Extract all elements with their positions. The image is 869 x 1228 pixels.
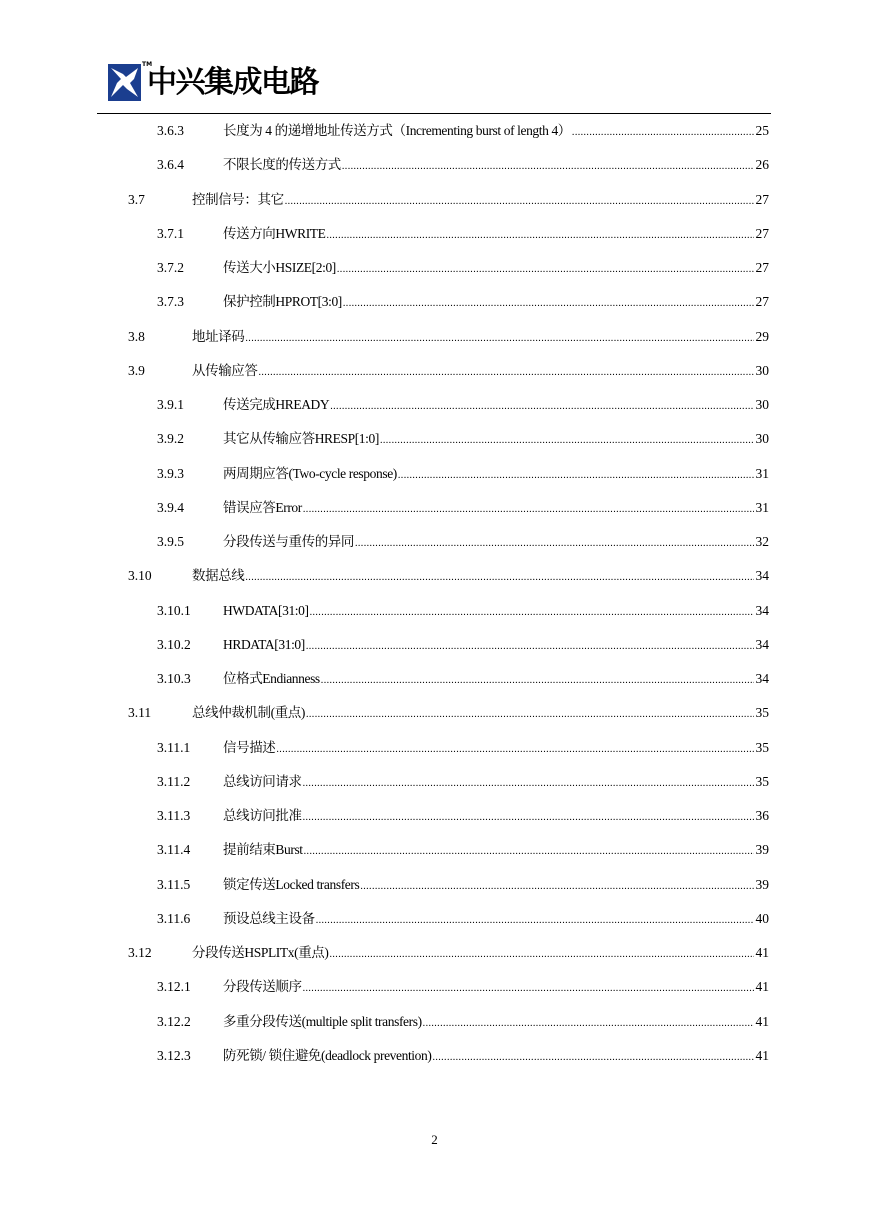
toc-entry-title: 传送大小HSIZE[2:0] <box>223 260 336 275</box>
toc-entry-number: 3.9.2 <box>157 431 184 447</box>
toc-entry-page: 31 <box>755 465 769 481</box>
toc-dot-leader <box>245 329 753 349</box>
toc-entry-page: 27 <box>755 260 769 275</box>
toc-entry[interactable] <box>128 566 769 586</box>
toc-entry-title: 地址译码 <box>192 328 245 344</box>
toc-entry[interactable] <box>157 806 769 826</box>
toc-entry-page: 27 <box>755 225 769 241</box>
toc-entry-number: 3.10.1 <box>157 602 191 618</box>
toc-entry-number: 3.11.2 <box>157 773 191 789</box>
toc-entry[interactable] <box>157 1012 769 1032</box>
toc-entry-page: 32 <box>755 534 769 549</box>
toc-entry[interactable] <box>157 532 769 552</box>
toc-entry-title: 预设总线主设备 <box>223 910 315 926</box>
toc-dot-leader <box>360 877 753 897</box>
company-name: 中兴集成电路 <box>147 65 318 100</box>
toc-entry-page: 34 <box>755 671 769 686</box>
toc-entry-page: 41 <box>755 1047 769 1063</box>
toc-entry-page: 39 <box>755 876 769 892</box>
toc-entry[interactable] <box>157 772 769 792</box>
toc-entry-page: 30 <box>755 362 769 378</box>
toc-entry-title: 长度为 4 的递增地址传送方式（Incrementing burst of length 4） <box>223 123 571 138</box>
toc-entry-page: 41 <box>755 945 769 960</box>
toc-entry-page: 27 <box>755 294 769 310</box>
toc-entry-title: 总线访问批准 <box>223 808 302 823</box>
toc-entry-page: 35 <box>755 739 769 755</box>
toc-entry-number: 3.6.3 <box>157 123 184 138</box>
toc-entry-number: 3.12.3 <box>157 1047 191 1063</box>
toc-entry-page: 30 <box>755 431 769 447</box>
toc-entry-title: 控制信号：其它 <box>192 191 284 207</box>
toc-dot-leader <box>355 534 754 554</box>
toc-entry-title: 多重分段传送(multiple split transfers) <box>223 1013 422 1029</box>
toc-entry-page: 27 <box>755 191 769 207</box>
toc-entry-title: 传送完成HREADY <box>223 397 330 412</box>
toc-entry-number: 3.12.1 <box>157 979 191 995</box>
toc-entry-title: 提前结束Burst <box>223 842 303 858</box>
toc-entry-number: 3.9.5 <box>157 534 184 549</box>
toc-entry-page: 40 <box>755 910 769 926</box>
toc-entry-title: HRDATA[31:0] <box>223 636 305 652</box>
toc-entry-page: 35 <box>755 773 769 789</box>
toc-entry-number: 3.11.4 <box>157 842 191 858</box>
toc-entry-page: 29 <box>755 328 769 344</box>
trademark-mark: TM <box>142 61 153 68</box>
toc-entry-number: 3.9.4 <box>157 499 184 515</box>
company-logo-icon <box>108 64 141 101</box>
toc-dot-leader <box>303 500 754 520</box>
toc-entry-page: 41 <box>755 979 769 995</box>
toc-entry-page: 34 <box>755 602 769 618</box>
toc-entry-title: 不限长度的传送方式 <box>223 157 341 173</box>
toc-entry-page: 34 <box>755 636 769 652</box>
toc-entry-page: 34 <box>755 568 769 584</box>
toc-dot-leader <box>342 157 754 177</box>
toc-dot-leader <box>303 774 754 794</box>
toc-entry-page: 36 <box>755 808 769 823</box>
toc-entry-title: 其它从传输应答HRESP[1:0] <box>223 431 379 447</box>
toc-entry-number: 3.11.1 <box>157 739 191 755</box>
toc-entry-number: 3.11.5 <box>157 876 191 892</box>
toc-entry-title: 总线访问请求 <box>223 773 302 789</box>
toc-dot-leader <box>398 466 754 486</box>
toc-entry-number: 3.9.3 <box>157 465 184 481</box>
toc-entry[interactable] <box>157 601 769 621</box>
toc-entry[interactable] <box>157 738 769 758</box>
toc-entry-page: 25 <box>755 123 769 138</box>
toc-entry-title: 分段传送HSPLITx(重点) <box>192 945 329 960</box>
toc-dot-leader <box>423 1014 754 1034</box>
toc-entry-number: 3.6.4 <box>157 157 184 173</box>
toc-entry-page: 31 <box>755 499 769 515</box>
toc-dot-leader <box>306 705 754 725</box>
toc-dot-leader <box>337 260 754 280</box>
toc-dot-leader <box>285 192 754 212</box>
toc-entry-title: 保护控制HPROT[3:0] <box>223 294 342 310</box>
toc-entry[interactable] <box>157 224 769 244</box>
toc-entry[interactable] <box>128 327 769 347</box>
toc-dot-leader <box>326 226 753 246</box>
toc-dot-leader <box>380 431 754 451</box>
toc-entry-number: 3.11.6 <box>157 910 191 926</box>
toc-dot-leader <box>316 911 754 931</box>
toc-entry[interactable] <box>157 909 769 929</box>
toc-entry-number: 3.10.2 <box>157 636 191 652</box>
toc-entry-title: 传送方向HWRITE <box>223 225 326 241</box>
toc-entry-number: 3.11 <box>128 705 152 721</box>
toc-dot-leader <box>330 945 754 965</box>
toc-entry-title: 总线仲裁机制(重点) <box>192 705 305 721</box>
toc-entry-number: 3.8 <box>128 328 145 344</box>
toc-dot-leader <box>303 979 754 999</box>
toc-entry-number: 3.9.1 <box>157 397 184 412</box>
toc-entry-number: 3.10.3 <box>157 671 191 686</box>
toc-entry[interactable] <box>157 258 769 278</box>
toc-entry-number: 3.9 <box>128 362 145 378</box>
toc-entry-number: 3.12 <box>128 945 152 960</box>
toc-dot-leader <box>330 397 753 417</box>
toc-dot-leader <box>245 568 753 588</box>
toc-entry-page: 30 <box>755 397 769 412</box>
toc-dot-leader <box>310 603 754 623</box>
toc-entry-title: 锁定传送Locked transfers <box>223 876 360 892</box>
toc-entry-title: 防死锁/ 锁住避免(deadlock prevention) <box>223 1047 432 1063</box>
toc-entry-page: 41 <box>755 1013 769 1029</box>
toc-entry-number: 3.7.2 <box>157 260 184 275</box>
toc-dot-leader <box>276 740 753 760</box>
page-header <box>0 0 869 114</box>
toc-entry[interactable] <box>157 155 769 175</box>
toc-entry-title: 两周期应答(Two-cycle response) <box>223 465 397 481</box>
toc-entry[interactable] <box>157 292 769 312</box>
toc-entry-page: 35 <box>755 705 769 721</box>
toc-entry[interactable] <box>157 121 769 141</box>
toc-entry-title: HWDATA[31:0] <box>223 602 309 618</box>
toc-entry[interactable] <box>128 703 769 723</box>
toc-entry-title: 位格式Endianness <box>223 671 320 686</box>
toc-entry-number: 3.7.1 <box>157 225 184 241</box>
toc-entry[interactable] <box>157 429 769 449</box>
toc-entry[interactable] <box>157 1046 769 1066</box>
toc-entry-title: 数据总线 <box>192 568 245 584</box>
toc-dot-leader <box>303 808 754 828</box>
toc-dot-leader <box>432 1048 753 1068</box>
toc-entry[interactable] <box>157 464 769 484</box>
toc-dot-leader <box>259 363 754 383</box>
toc-entry[interactable] <box>157 669 769 689</box>
toc-entry[interactable] <box>157 840 769 860</box>
toc-entry[interactable] <box>157 498 769 518</box>
toc-dot-leader <box>343 294 754 314</box>
toc-entry-page: 39 <box>755 842 769 858</box>
toc-entry[interactable] <box>157 395 769 415</box>
toc-entry-title: 信号描述 <box>223 739 276 755</box>
toc-entry-title: 分段传送与重传的异同 <box>223 534 354 549</box>
toc-dot-leader <box>572 123 754 143</box>
toc-entry-number: 3.10 <box>128 568 152 584</box>
toc-entry-number: 3.7 <box>128 191 145 207</box>
toc-entry-number: 3.7.3 <box>157 294 184 310</box>
toc-entry[interactable] <box>128 190 769 210</box>
toc-entry-title: 从传输应答 <box>192 362 258 378</box>
toc-dot-leader <box>306 637 754 657</box>
toc-entry-title: 分段传送顺序 <box>223 979 302 995</box>
toc-entry[interactable] <box>157 875 769 895</box>
toc-entry[interactable] <box>128 361 769 381</box>
page-number: 2 <box>431 1132 438 1147</box>
toc-entry[interactable] <box>128 943 769 963</box>
toc-entry-number: 3.12.2 <box>157 1013 191 1029</box>
toc-entry-page: 26 <box>755 157 769 173</box>
toc-entry-title: 错误应答Error <box>223 499 302 515</box>
toc-entry[interactable] <box>157 977 769 997</box>
toc-dot-leader <box>321 671 754 691</box>
toc-dot-leader <box>304 842 754 862</box>
toc-entry[interactable] <box>157 635 769 655</box>
toc-entry-number: 3.11.3 <box>157 808 191 823</box>
header-divider <box>97 113 771 114</box>
